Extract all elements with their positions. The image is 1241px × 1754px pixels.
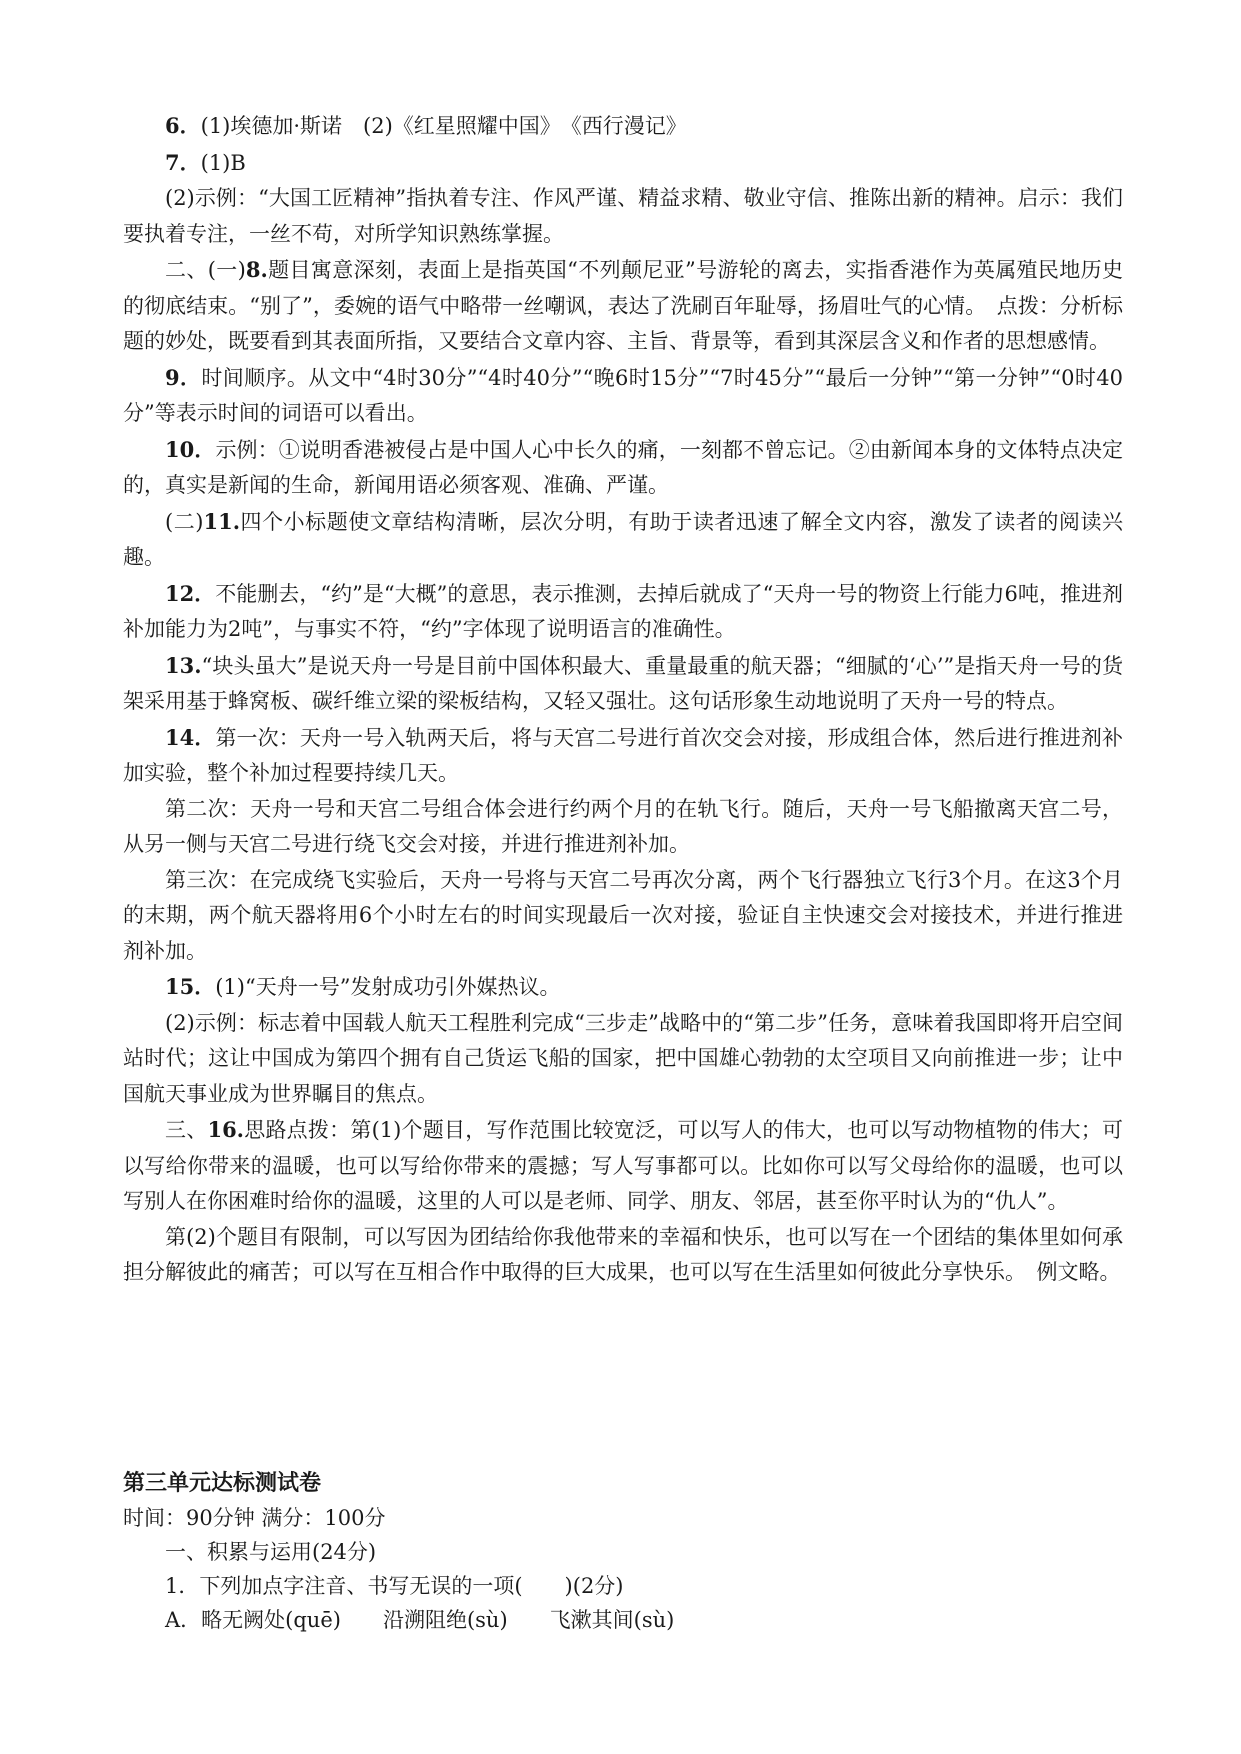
answer-12: 12．不能删去，“约”是“大概”的意思，表示推测，去掉后就成了“天舟一号的物资上行能力6吨，推进剂补加能力为2吨”，与事实不符，“约”字体现了说明语言的准确性。 — [123, 580, 1123, 641]
answer-15: 15．(1)“天舟一号”发射成功引外媒热议。 — [165, 974, 561, 999]
answer-13: 13.“块头虽大”是说天舟一号是目前中国体积最大、重量最重的航天器；“细腻的‘心’”是指天舟一号的货架采用基于蜂窝板、碳纤维立梁的梁板结构，又轻又强壮。这句话形象生动地说明了天舟一号的特点。 — [123, 652, 1123, 713]
answer-16: 三、16.思路点拨：第(1)个题目，写作范围比较宽泛，可以写人的伟大，也可以写动物植物的伟大；可以写给你带来的温暖，也可以写给你带来的震撼；写人写事都可以。比如你可以写父母给你的温暖，也可以写别人在你困难时给你的温暖，这里的人可以是老师、同学、朋友、邻居，甚至你平时认为的“仇人”。 — [123, 1117, 1123, 1213]
answer-16-2: 第(2)个题目有限制，可以写因为团结给你我他带来的幸福和快乐，也可以写在一个团结的集体里如何承担分解彼此的痛苦；可以写在互相合作中取得的巨大成果，也可以写在生活里如何彼此分享快乐。 例文略。 — [123, 1224, 1123, 1284]
exam-question-1: 1．下列加点字注音、书写无误的一项( )(2分) — [165, 1573, 624, 1598]
answer-10: 10．示例：①说明香港被侵占是中国人心中长久的痛，一刻都不曾忘记。②由新闻本身的文体特点决定的，真实是新闻的生命，新闻用语必须客观、准确、严谨。 — [123, 436, 1123, 497]
answer-14: 14．第一次：天舟一号入轨两天后，将与天宫二号进行首次交会对接，形成组合体，然后进行推进剂补加实验，整个补加过程要持续几天。 — [123, 724, 1123, 785]
answer-9: 9．时间顺序。从文中“4时30分”“4时40分”“晚6时15分”“7时45分”“最后一分钟”“第一分钟”“0时40分”等表示时间的词语可以看出。 — [123, 364, 1123, 425]
exam-section — [123, 1467, 1123, 1637]
answer-15-2: (2)示例：标志着中国载人航天工程胜利完成“三步走”战略中的“第二步”任务，意味着我国即将开启空间站时代；这让中国成为第四个拥有自己货运飞船的国家，把中国雄心勃勃的太空项目又向前推进一步；让中国航天事业成为世界瞩目的焦点。 — [123, 1010, 1123, 1106]
section-gap — [123, 1291, 1123, 1467]
exam-title: 第三单元达标测试卷 — [123, 1470, 322, 1496]
exam-subtitle: 时间：90分钟 满分：100分 — [123, 1505, 386, 1530]
answer-7-2: (2)示例：“大国工匠精神”指执着专注、作风严谨、精益求精、敬业守信、推陈出新的精神。启示：我们要执着专注，一丝不苟，对所学知识熟练掌握。 — [123, 186, 1123, 246]
exam-option-a: A．略无阙处(quē) 沿溯阻绝(sù) 飞漱其间(sù) — [165, 1607, 675, 1632]
exam-section-heading: 一、积累与运用(24分) — [165, 1539, 377, 1564]
answer-page — [123, 108, 1123, 1637]
answer-14-second: 第二次：天舟一号和天宫二号组合体会进行约两个月的在轨飞行。随后，天舟一号飞船撤离天宫二号，从另一侧与天宫二号进行绕飞交会对接，并进行推进剂补加。 — [123, 796, 1123, 856]
answer-7: 7．(1)B — [165, 149, 246, 175]
answer-8: 二、(一)8.题目寓意深刻，表面上是指英国“不列颠尼亚”号游轮的离去，实指香港作为英属殖民地历史的彻底结束。“别了”，委婉的语气中略带一丝嘲讽，表达了洗刷百年耻辱，扬眉吐气的心情。 点拨：分析标题的妙处，既要看到其表面所指，又要结合文章内容、主旨、背景等，看到其深层含义和作者的思想感情。 — [123, 257, 1123, 353]
answer-11: (二)11.四个小标题使文章结构清晰，层次分明，有助于读者迅速了解全文内容，激发了读者的阅读兴趣。 — [123, 508, 1124, 569]
answer-14-third: 第三次：在完成绕飞实验后，天舟一号将与天宫二号再次分离，两个飞行器独立飞行3个月。在这3个月的末期，两个航天器将用6个小时左右的时间实现最后一次对接，验证自主快速交会对接技术，并进行推进剂补加。 — [123, 867, 1123, 963]
answer-6: 6．(1)埃德加·斯诺 (2)《红星照耀中国》 《西行漫记》 — [165, 113, 687, 138]
